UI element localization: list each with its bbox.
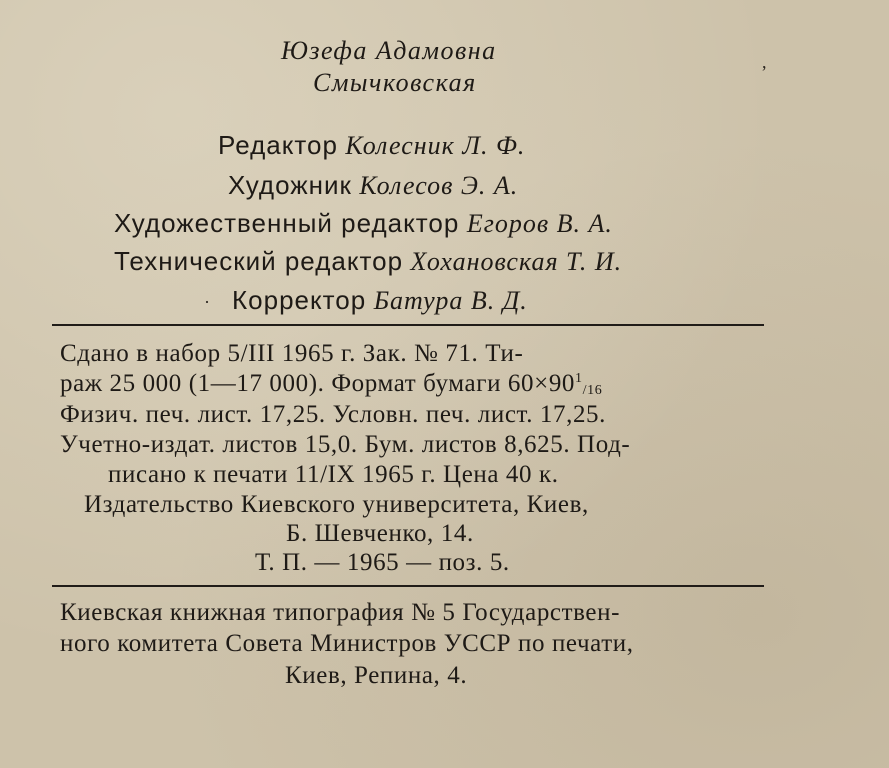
- divider-rule: [52, 324, 764, 326]
- credit-role: Редактор: [218, 130, 338, 160]
- credit-name: Колесник Л. Ф.: [345, 131, 526, 160]
- ink-speck: ·: [204, 292, 210, 312]
- imprint-line: писано к печати 11/IX 1965 г. Цена 40 к.: [108, 461, 559, 488]
- credit-name: Хохановская Т. И.: [410, 247, 623, 276]
- author-first-names: Юзефа Адамовна: [281, 36, 497, 65]
- credit-role: Художественный редактор: [114, 208, 460, 238]
- imprint-text: раж 25 000 (1—17 000). Формат бумаги 60×90: [60, 370, 576, 397]
- credit-role: Художник: [228, 170, 352, 200]
- credit-name: Колесов Э. А.: [359, 171, 519, 200]
- imprint-line: Сдано в набор 5/III 1965 г. Зак. № 71. Ти-: [60, 340, 524, 367]
- credit-editor: [218, 132, 525, 159]
- printer-line: Киев, Репина, 4.: [285, 662, 468, 689]
- credit-proofreader: [232, 287, 528, 314]
- credit-artist: [228, 172, 518, 199]
- credit-name: Егоров В. А.: [466, 209, 613, 238]
- imprint-line: Б. Шевченко, 14.: [286, 520, 474, 547]
- credit-art-editor: [114, 210, 613, 237]
- imprint-line: Т. П. — 1965 — поз. 5.: [255, 549, 510, 576]
- credit-role: Технический редактор: [114, 246, 404, 276]
- imprint-line: [60, 371, 602, 398]
- author-surname: Смычковская: [313, 68, 477, 97]
- credit-name: Батура В. Д.: [373, 286, 528, 315]
- ink-speck: ,: [762, 52, 767, 72]
- format-fraction-denominator: /16: [582, 383, 603, 398]
- printer-line: ного комитета Совета Министров УССР по печати,: [60, 630, 634, 657]
- divider-rule: [52, 585, 764, 587]
- credit-technical-editor: [114, 248, 622, 275]
- format-fraction-numerator: 1: [575, 371, 583, 386]
- printer-line: Киевская книжная типография № 5 Государствен-: [60, 599, 620, 626]
- credit-role: Корректор: [232, 285, 367, 315]
- imprint-line: Физич. печ. лист. 17,25. Условн. печ. лист. 17,25.: [60, 401, 607, 428]
- imprint-line: Учетно-издат. листов 15,0. Бум. листов 8,625. Под-: [60, 431, 631, 458]
- imprint-line: Издательство Киевского университета, Киев,: [84, 491, 589, 518]
